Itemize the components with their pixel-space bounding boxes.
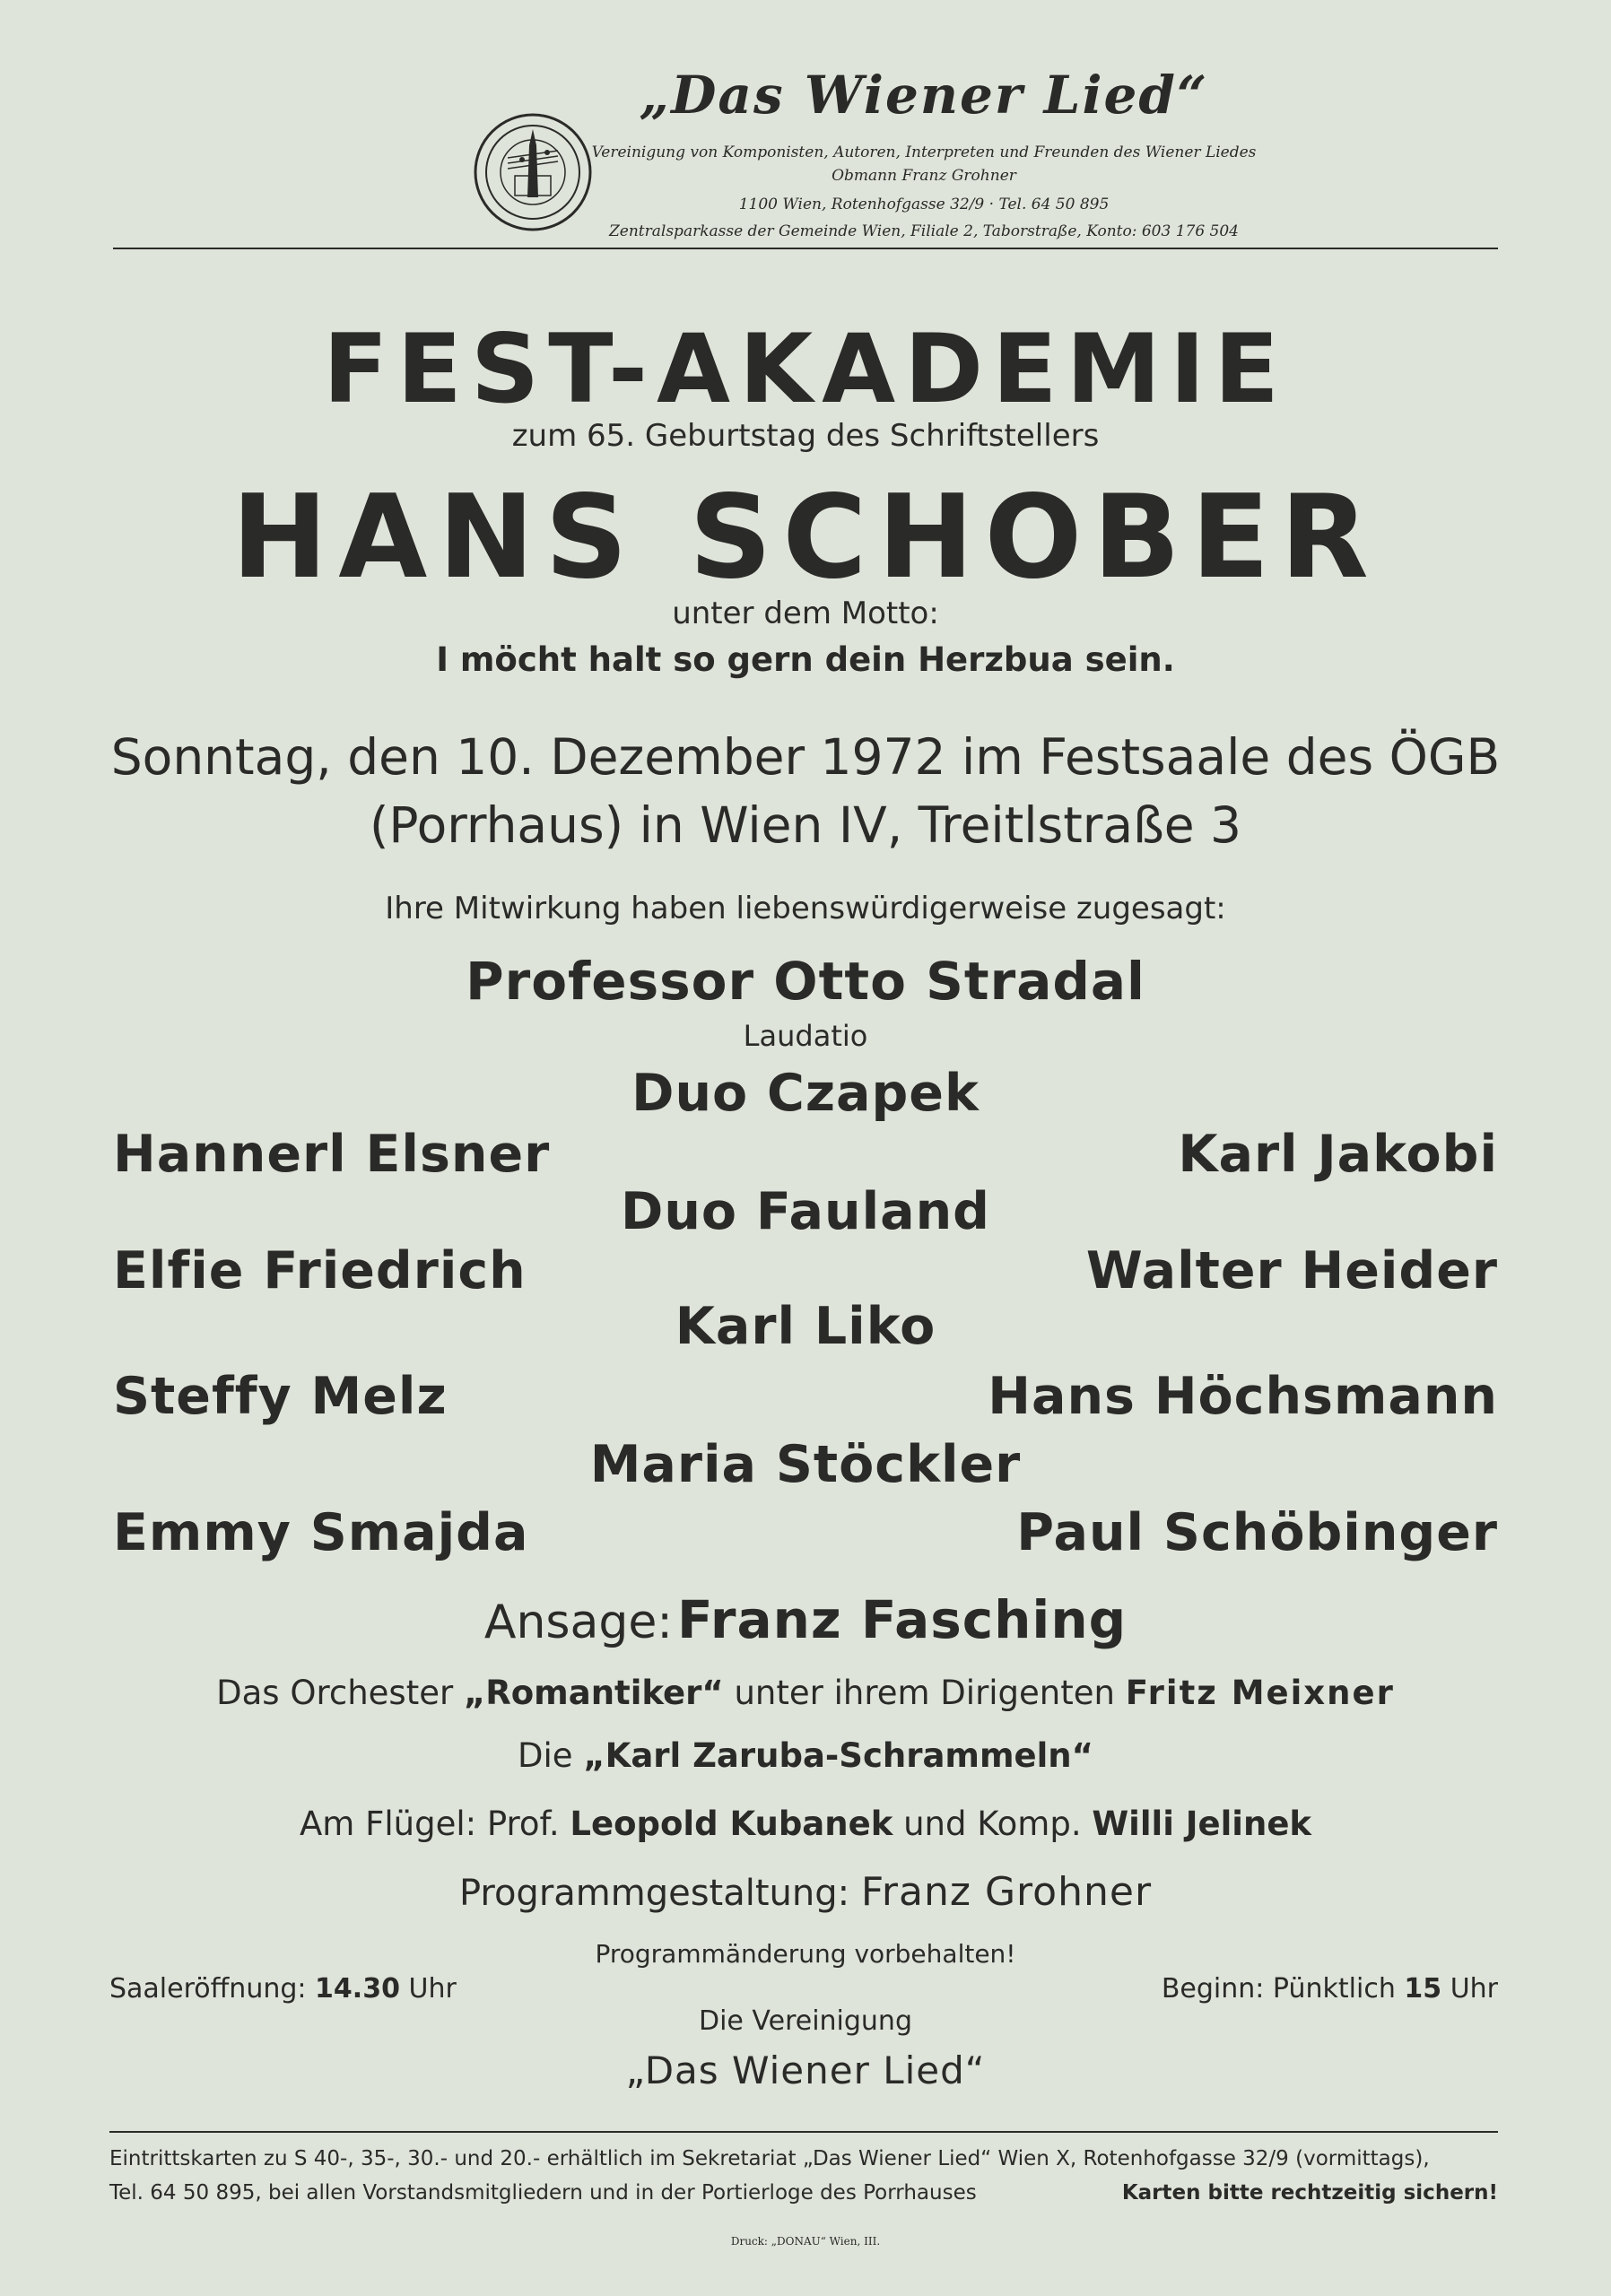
orchestra-name: „Romantiker“ <box>463 1674 724 1712</box>
performer-left: Emmy Smajda <box>113 1503 529 1562</box>
program-label: Programmgestaltung: <box>458 1873 850 1914</box>
announcer-line <box>0 1589 1611 1650</box>
participants-intro: Ihre Mitwirkung haben liebenswürdigerweise zugesagt: <box>385 891 1226 926</box>
laudator-role: Laudatio <box>743 1019 868 1053</box>
performer-right: Paul Schöbinger <box>1016 1503 1498 1562</box>
org-address: 1100 Wien, Rotenhofgasse 32/9 · Tel. 64 50 895 <box>738 196 1110 213</box>
orchestra-line <box>0 1674 1611 1712</box>
doors-label: Saaleröffnung: <box>109 1973 307 2005</box>
orchestra-prefix: Das Orchester <box>216 1674 454 1712</box>
piano-mid: und Komp. <box>903 1805 1082 1843</box>
piano-line <box>0 1805 1611 1843</box>
printer-credit: Druck: „DONAU“ Wien, III. <box>730 2235 881 2248</box>
pianist-1: Leopold Kubanek <box>570 1805 893 1843</box>
announcer-label: Ansage: <box>483 1596 673 1649</box>
honoree-name: HANS SCHOBER <box>231 471 1380 604</box>
announcer-name: Franz Fasching <box>676 1589 1128 1650</box>
org-bank-account: Zentralsparkasse der Gemeinde Wien, Filiale 2, Taborstraße, Konto: 603 176 504 <box>608 222 1239 240</box>
event-address: (Porrhaus) in Wien IV, Treitlstraße 3 <box>369 796 1242 854</box>
schrammeln-line <box>0 1736 1611 1775</box>
piano-label: Am Flügel: Prof. <box>299 1805 560 1843</box>
ticket-info-2: Tel. 64 50 895, bei allen Vorstandsmitgliedern und in der Portierloge des Porrhauses <box>109 2181 977 2205</box>
schrammeln-prefix: Die <box>518 1736 573 1775</box>
performer-center: Duo Czapek <box>631 1064 980 1123</box>
event-occasion: zum 65. Geburtstag des Schriftstellers <box>511 418 1100 454</box>
performer-left: Hannerl Elsner <box>113 1125 551 1184</box>
doors-open <box>109 1973 457 2005</box>
performer-left: Steffy Melz <box>113 1367 448 1426</box>
org-description: Vereinigung von Komponisten, Autoren, Interpreten und Freunden des Wiener Liedes <box>591 144 1257 161</box>
ticket-reminder: Karten bitte rechtzeitig sichern! <box>1121 2181 1498 2205</box>
laudator-name: Professor Otto Stradal <box>466 951 1145 1012</box>
motto-intro: unter dem Motto: <box>672 596 939 631</box>
performer-right: Walter Heider <box>1085 1241 1498 1300</box>
event-title: FEST-AKADEMIE <box>323 314 1288 424</box>
program-by: Franz Grohner <box>860 1869 1153 1915</box>
start-label: Beginn: Pünktlich <box>1161 1973 1396 2005</box>
org-chairman: Obmann Franz Grohner <box>832 167 1016 185</box>
motto-text: I möcht halt so gern dein Herzbua sein. <box>436 640 1175 679</box>
event-date-venue: Sonntag, den 10. Dezember 1972 im Festsaale des ÖGB <box>110 728 1501 786</box>
start-unit: Uhr <box>1450 1973 1498 2005</box>
schrammeln-name: „Karl Zaruba-Schrammeln“ <box>583 1736 1093 1775</box>
program-change-note: Programmänderung vorbehalten! <box>595 1939 1016 1969</box>
performer-right: Hans Höchsmann <box>988 1367 1498 1426</box>
performer-center: Maria Stöckler <box>589 1435 1022 1494</box>
orchestra-mid: unter ihrem Dirigenten <box>734 1674 1115 1712</box>
performer-left: Elfie Friedrich <box>113 1241 527 1300</box>
start-time <box>1162 1973 1498 2005</box>
header-divider <box>113 248 1498 249</box>
start-hour: 15 <box>1404 1973 1442 2005</box>
signature-intro: Die Vereinigung <box>698 2005 912 2037</box>
program-line <box>0 1869 1611 1915</box>
pianist-2: Willi Jelinek <box>1092 1805 1312 1843</box>
performer-center: Duo Fauland <box>621 1182 990 1241</box>
signature-org: „Das Wiener Lied“ <box>625 2048 986 2092</box>
org-name: „Das Wiener Lied“ <box>639 65 1209 126</box>
ticket-info: Eintrittskarten zu S 40-, 35-, 30.- und 20.- erhältlich im Sekretariat „Das Wiener Lied“ Wien X, Rotenhofgasse 32/9 (vormittags), <box>109 2147 1430 2170</box>
conductor-name: Fritz Meixner <box>1125 1674 1395 1712</box>
performer-right: Karl Jakobi <box>1178 1125 1498 1184</box>
doors-time: 14.30 <box>315 1973 400 2005</box>
doors-unit: Uhr <box>408 1973 457 2005</box>
performer-center: Karl Liko <box>675 1297 936 1356</box>
footer-divider <box>109 2131 1498 2133</box>
